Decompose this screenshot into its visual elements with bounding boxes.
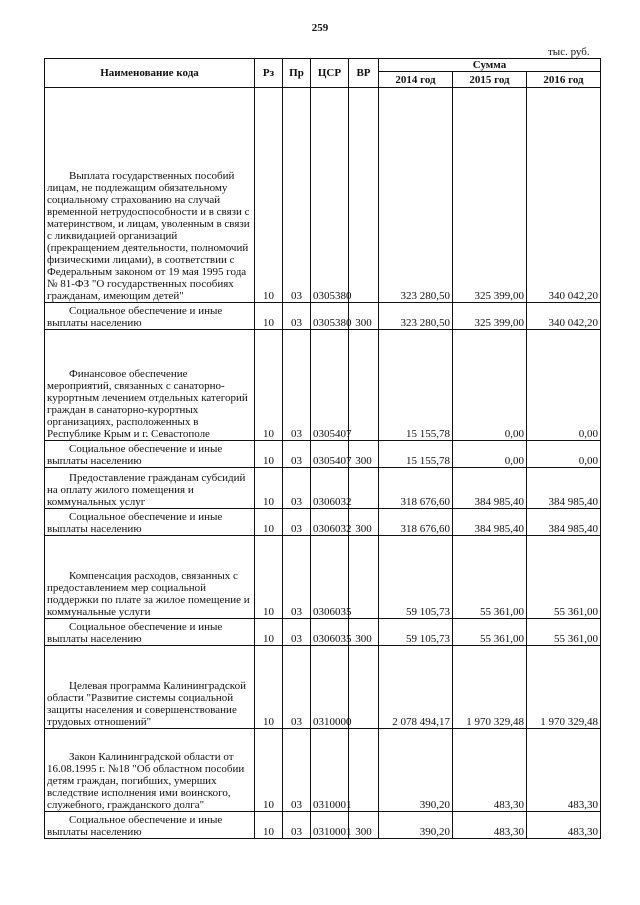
row-name: Социальное обеспечение и иные выплаты населению — [47, 511, 223, 535]
row-rz: 10 — [255, 509, 283, 536]
row-2015: 1 970 329,48 — [453, 646, 527, 729]
row-rz: 10 — [255, 88, 283, 303]
row-vr: 300 — [349, 812, 379, 839]
row-rz: 10 — [255, 441, 283, 468]
row-name: Социальное обеспечение и иные выплаты населению — [47, 621, 223, 645]
row-csr: 0306032 — [311, 468, 349, 509]
row-2014: 59 105,73 — [379, 536, 453, 619]
table-row — [45, 646, 601, 729]
row-name: Социальное обеспечение и иные выплаты населению — [47, 443, 223, 467]
row-vr: 300 — [349, 441, 379, 468]
row-pr: 03 — [283, 88, 311, 303]
row-2016: 384 985,40 — [527, 468, 601, 509]
row-csr: 0305407 — [311, 330, 349, 441]
row-2016: 1 970 329,48 — [527, 646, 601, 729]
header-csr: ЦСР — [311, 59, 349, 88]
row-vr — [349, 536, 379, 619]
row-rz: 10 — [255, 729, 283, 812]
row-pr: 03 — [283, 468, 311, 509]
row-name: Выплата государственных пособий лицам, не подлежащим обязательному социальному страхованию на случай временной нетрудоспособности и в связи с материнством, и лицам, уволенным в связи с ликвидацией организаций (прекращением деятельности, полномочий физическими лицами), в соответствии с Федеральным законом от 19 мая 1995 года № 81-ФЗ "О государственных пособиях гражданам, имеющим детей" — [47, 170, 250, 302]
row-2016: 340 042,20 — [527, 88, 601, 303]
row-vr — [349, 646, 379, 729]
row-rz: 10 — [255, 303, 283, 330]
table-row — [45, 303, 601, 330]
table-row — [45, 468, 601, 509]
row-name: Закон Калининградской области от 16.08.1995 г. №18 "Об областном пособии детям граждан, погибших, умерших вследствие исполнения ими воинского, служебного, гражданского долга" — [47, 751, 245, 811]
row-pr: 03 — [283, 303, 311, 330]
row-rz: 10 — [255, 468, 283, 509]
header-2016: 2016 год — [527, 72, 601, 88]
row-2016: 0,00 — [527, 330, 601, 441]
row-name: Предоставление гражданам субсидий на оплату жилого помещения и коммунальных услуг — [47, 472, 246, 508]
header-rz: Рз — [255, 59, 283, 88]
row-vr: 300 — [349, 619, 379, 646]
row-2016: 55 361,00 — [527, 536, 601, 619]
row-2015: 325 399,00 — [453, 303, 527, 330]
row-csr: 0305380 — [311, 303, 349, 330]
table-row — [45, 441, 601, 468]
row-rz: 10 — [255, 812, 283, 839]
row-2014: 318 676,60 — [379, 509, 453, 536]
row-name: Компенсация расходов, связанных с предоставлением мер социальной поддержки по плате за жилое помещение и коммунальные услуги — [47, 570, 250, 618]
row-pr: 03 — [283, 536, 311, 619]
row-csr: 0305407 — [311, 441, 349, 468]
row-2015: 483,30 — [453, 729, 527, 812]
row-2015: 0,00 — [453, 330, 527, 441]
table-row — [45, 619, 601, 646]
row-rz: 10 — [255, 536, 283, 619]
row-2014: 2 078 494,17 — [379, 646, 453, 729]
row-2014: 318 676,60 — [379, 468, 453, 509]
header-2014: 2014 год — [379, 72, 453, 88]
row-csr: 0306035 — [311, 619, 349, 646]
table-row — [45, 509, 601, 536]
header-name: Наименование кода — [45, 59, 255, 88]
row-pr: 03 — [283, 509, 311, 536]
row-2015: 384 985,40 — [453, 509, 527, 536]
row-rz: 10 — [255, 330, 283, 441]
row-rz: 10 — [255, 646, 283, 729]
row-pr: 03 — [283, 619, 311, 646]
row-csr: 0305380 — [311, 88, 349, 303]
row-2014: 59 105,73 — [379, 619, 453, 646]
row-rz: 10 — [255, 619, 283, 646]
row-pr: 03 — [283, 812, 311, 839]
header-sum: Сумма — [379, 59, 601, 72]
row-name: Социальное обеспечение и иные выплаты населению — [47, 305, 223, 329]
row-2014: 323 280,50 — [379, 88, 453, 303]
row-2016: 0,00 — [527, 441, 601, 468]
row-name: Финансовое обеспечение мероприятий, связанных с санаторно-курортным лечением отдельных категорий граждан в санаторно-курортных организациях, расположенных в Республике Крым и г. Севастополе — [47, 368, 248, 440]
row-2016: 483,30 — [527, 812, 601, 839]
row-2014: 323 280,50 — [379, 303, 453, 330]
row-2015: 0,00 — [453, 441, 527, 468]
header-pr: Пр — [283, 59, 311, 88]
row-csr: 0306032 — [311, 509, 349, 536]
row-vr: 300 — [349, 303, 379, 330]
page-number: 259 — [311, 22, 329, 34]
row-2014: 15 155,78 — [379, 441, 453, 468]
row-csr: 0310000 — [311, 646, 349, 729]
table-header — [45, 59, 601, 88]
row-pr: 03 — [283, 729, 311, 812]
header-2015: 2015 год — [453, 72, 527, 88]
row-2015: 384 985,40 — [453, 468, 527, 509]
row-2014: 390,20 — [379, 812, 453, 839]
table-row — [45, 812, 601, 839]
table-row — [45, 729, 601, 812]
row-2016: 55 361,00 — [527, 619, 601, 646]
row-pr: 03 — [283, 646, 311, 729]
row-2016: 483,30 — [527, 729, 601, 812]
row-vr: 300 — [349, 509, 379, 536]
row-2014: 390,20 — [379, 729, 453, 812]
row-2014: 15 155,78 — [379, 330, 453, 441]
row-vr — [349, 88, 379, 303]
row-2015: 55 361,00 — [453, 619, 527, 646]
row-vr — [349, 330, 379, 441]
row-vr — [349, 468, 379, 509]
row-2015: 325 399,00 — [453, 88, 527, 303]
row-2015: 55 361,00 — [453, 536, 527, 619]
row-vr — [349, 729, 379, 812]
table-row — [45, 330, 601, 441]
table-row — [45, 88, 601, 303]
row-pr: 03 — [283, 441, 311, 468]
table-row — [45, 536, 601, 619]
row-2015: 483,30 — [453, 812, 527, 839]
row-pr: 03 — [283, 330, 311, 441]
row-2016: 340 042,20 — [527, 303, 601, 330]
budget-table — [44, 58, 601, 839]
row-2016: 384 985,40 — [527, 509, 601, 536]
row-csr: 0310001 — [311, 812, 349, 839]
row-csr: 0310001 — [311, 729, 349, 812]
row-name: Целевая программа Калининградской области "Развитие системы социальной защиты населения и совершенствование трудовых отношений" — [47, 680, 246, 728]
row-csr: 0306035 — [311, 536, 349, 619]
row-name: Социальное обеспечение и иные выплаты населению — [47, 814, 223, 838]
units-label: тыс. руб. — [548, 46, 590, 58]
header-vr: ВР — [349, 59, 379, 88]
